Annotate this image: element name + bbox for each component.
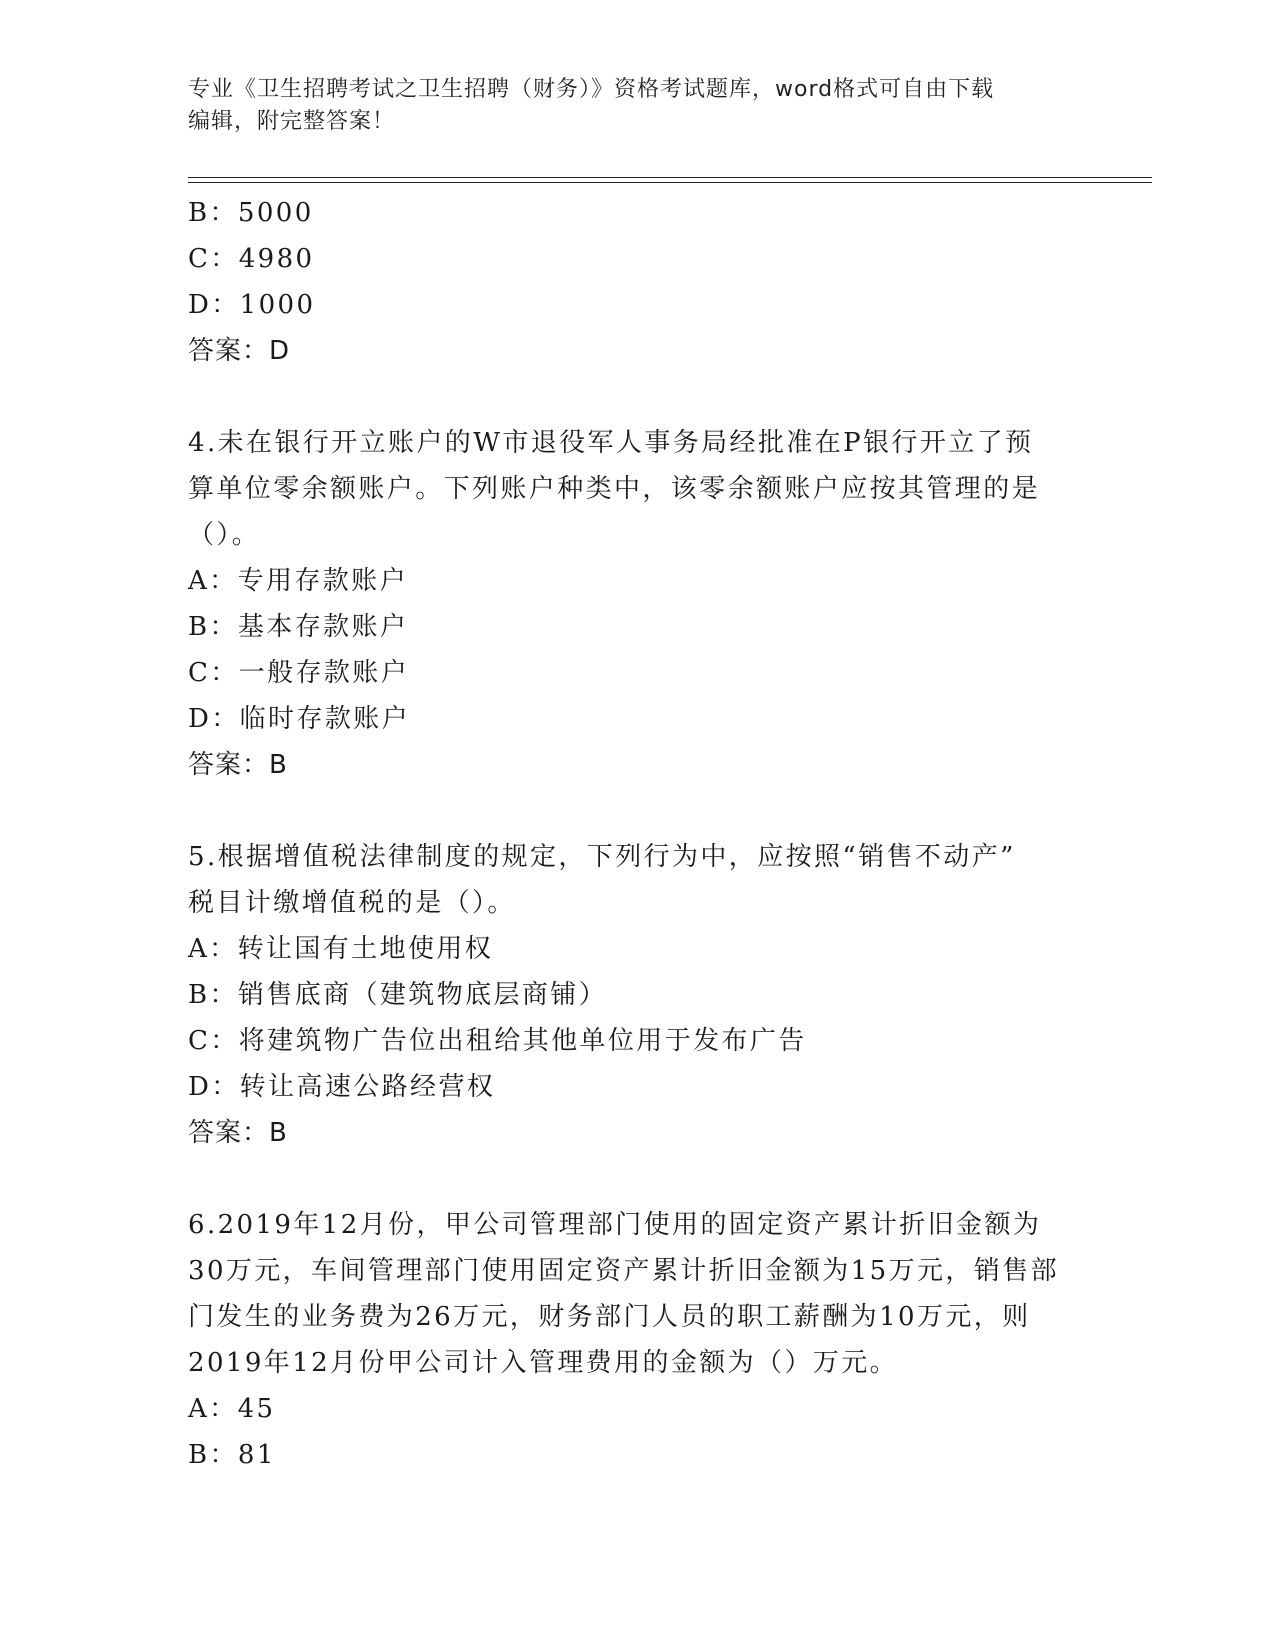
spacer <box>188 374 1088 420</box>
option-b: B：81 <box>188 1440 276 1470</box>
answer-line: 答案：B <box>188 1118 288 1148</box>
question-stem-line: 算单位零余额账户。下列账户种类中，该零余额账户应按其管理的是 <box>188 474 1041 504</box>
answer-line: 答案：B <box>188 750 288 780</box>
question-stem-line: 2019年12月份甲公司计入管理费用的金额为（）万元。 <box>188 1348 899 1378</box>
option-c: C：将建筑物广告位出租给其他单位用于发布广告 <box>188 1026 807 1056</box>
answer-line: 答案：D <box>188 336 291 366</box>
header-line-1: 专业《卫生招聘考试之卫生招聘（财务）》资格考试题库，word格式可自由下载 <box>188 77 995 102</box>
option-b: B：5000 <box>188 198 314 228</box>
question-6 <box>188 1202 1088 1478</box>
option-c: C：4980 <box>188 244 315 274</box>
question-stem-line: 税目计缴增值税的是（）。 <box>188 888 516 918</box>
question-stem-line: 5.根据增值税法律制度的规定，下列行为中，应按照“销售不动产” <box>188 842 1016 872</box>
document-header <box>188 74 1088 138</box>
option-b: B：销售底商（建筑物底层商铺） <box>188 980 608 1010</box>
question-stem-line: 6.2019年12月份，甲公司管理部门使用的固定资产累计折旧金额为 <box>188 1210 1042 1240</box>
header-divider-bottom <box>188 182 1152 183</box>
spacer <box>188 1156 1088 1202</box>
option-a: A：专用存款账户 <box>188 566 408 596</box>
option-d: D：1000 <box>188 290 316 320</box>
question-3-continued <box>188 190 1088 374</box>
question-4 <box>188 420 1088 788</box>
option-d: D：临时存款账户 <box>188 704 411 734</box>
option-b: B：基本存款账户 <box>188 612 409 642</box>
spacer <box>188 788 1088 834</box>
option-a: A：转让国有土地使用权 <box>188 934 494 964</box>
question-stem-line: （）。 <box>188 520 261 550</box>
question-stem-line: 4.未在银行开立账户的W市退役军人事务局经批准在P银行开立了预 <box>188 428 1034 458</box>
question-stem-line: 门发生的业务费为26万元，财务部门人员的职工薪酬为10万元，则 <box>188 1302 1031 1332</box>
option-c: C：一般存款账户 <box>188 658 410 688</box>
option-a: A：45 <box>188 1394 276 1424</box>
option-d: D：转让高速公路经营权 <box>188 1072 496 1102</box>
question-list <box>188 190 1088 1478</box>
question-stem-line: 30万元，车间管理部门使用固定资产累计折旧金额为15万元，销售部 <box>188 1256 1059 1286</box>
header-divider-top <box>188 177 1152 178</box>
header-line-2: 编辑，附完整答案！ <box>188 109 396 134</box>
question-5 <box>188 834 1088 1156</box>
